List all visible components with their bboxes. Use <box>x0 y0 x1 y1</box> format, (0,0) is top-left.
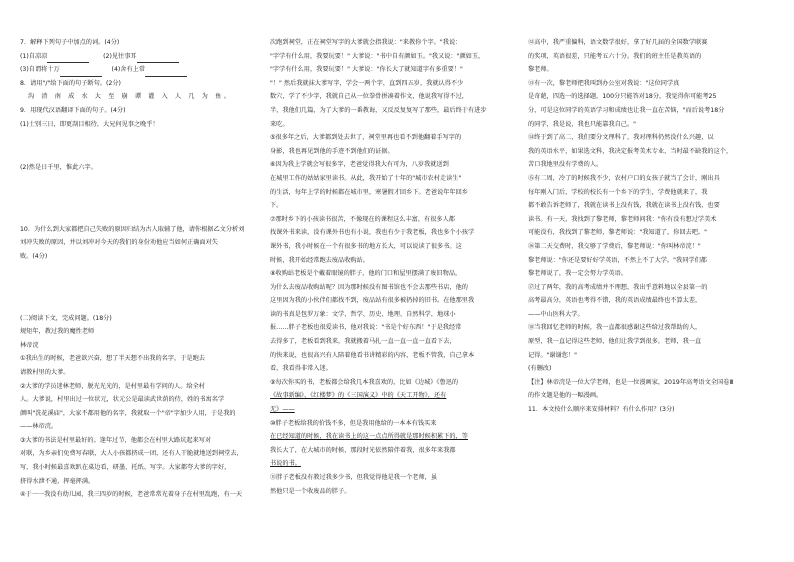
paragraph-7: ⑦那时乡下的小孩读书很苦，不像现在的课程这么丰富，有很多人都 <box>270 215 455 223</box>
q7-row-2 <box>20 63 258 77</box>
text-line: 次跑到祠堂，正在祠堂写字的大爹就会指我说："来教你个字。"我说： <box>270 39 462 46</box>
q7-title: 7．解释下列句子中加点的词。(4分) <box>20 39 120 46</box>
paragraph-13-end: 的同学，我是说，我也只能靠我自己。" <box>528 120 637 128</box>
answer-space-q11[interactable] <box>528 417 776 465</box>
text-line: 半，我他们几篇，为了大爹的一番教诲，又反反复复写了那些，最后终于有进步 <box>270 106 487 114</box>
author-note: 【注】林帝浣是一位大学老师，也是一位漫画家，2019年高考语文全国卷Ⅲ <box>528 378 734 386</box>
paragraph-10-end: 书说的书。 <box>270 460 301 468</box>
q8-title: 8．请用"/"给下面的句子断句。(2分) <box>20 79 121 87</box>
paragraph-14: ⑭终于到了高二，我们要分文理科了，我对理科仍然没什么兴趣，以 <box>528 134 714 142</box>
answer-space-q9-2[interactable] <box>20 175 258 223</box>
paragraph-3-cont: 对联，为乡亲们免费写春联，大人小孩都挤成一团，还有人干脆就地送到祠堂去， <box>20 450 243 458</box>
source-note: (有删改) <box>528 365 552 373</box>
paragraph-3-cont: 写，我小时候最喜欢趴在桌边看，研墨、托纸、写字。大家都夸大爹的字好， <box>20 464 231 472</box>
paragraph-7-cont: 找课外书来读，没有课外书也有小说，我也有少于我老板，我也多个小孩学 <box>270 229 475 237</box>
paragraph-6: ⑥因为我上学就会写很多字，老爸觉得我大有可为，八岁我就送到 <box>270 161 449 169</box>
answer-space-q9-1[interactable] <box>20 131 258 161</box>
q7-row-1 <box>20 50 258 64</box>
paragraph-8-cont: 报……胖子老板也很爱读书，他对我说："书是个好东西！"于是我经常 <box>270 324 462 332</box>
text-line: "！" 然后我就抹大爹写字，学会一两个字，直到四五岁，我就认得不少 <box>270 79 464 87</box>
paragraph-10-underlined: 在已经知道的时候，我在读书上的这一点点所得就是那时候积累下的，等 <box>270 433 468 441</box>
column-1 <box>20 36 258 502</box>
paragraph-1-cont: 请教村里的大爹。 <box>20 368 70 376</box>
paragraph-3: ③大爹的书法是村里最好的。逢年过节，他都会在村里大路坑起来写对 <box>20 436 212 444</box>
section-2-heading: (二)阅读下文，完成问题。(18分) <box>20 314 112 322</box>
paragraph-13-cont: 分，可是这位同学的英语学习和成绩也让我一直在苦恼，"而后说考18分 <box>528 106 725 114</box>
text-line: 数穴，学了不少字，我就自己从一位拳骨拼凑着作文，他说我写得不过， <box>270 93 468 101</box>
text-line: 来吃。 <box>270 120 289 128</box>
paragraph-8-cont: 去得多了，老板看到我来，我就搬着马扎一直一直一直一直看下去， <box>270 338 456 346</box>
column-2 <box>270 36 516 498</box>
paragraph-3-end: 挤得水泄不通，挥毫挥满。 <box>20 477 95 485</box>
paragraph-15: ⑮有二周，冷了的时候我不少，农村户口的女孩子就当了会计，刚出具 <box>528 174 720 182</box>
paragraph-7-cont: 课外书，我小时候在一个有很多书的地方长大，可以说读了很多书。这 <box>270 242 462 250</box>
article-title: 规矩年，教过我的魔性老师 <box>20 328 95 336</box>
paragraph-8-cont: 的快来说，也很高兴有人陪着他看书讲精彩的内容，老板不管我，自己拿本 <box>270 351 475 359</box>
q10-line-1: 10．为什么到大家都把自己失败的原因归结为古人取辅了他，请你根据乙文分析刘 <box>20 225 245 233</box>
paragraph-8-cont: 为什么去废品收购站呢？因为那时候没有图书馆也不会去那些书店，他的 <box>270 283 468 291</box>
paragraph-8-cont: 读的书真是包罗万象：文学、哲学、历史、地理、自然科学，地球小 <box>270 310 456 318</box>
q11-title: 11．本文按什么顺序来安排材料？有什么作用？(3分) <box>528 406 675 414</box>
paragraph-2-end: ——林帝浣。 <box>20 423 58 431</box>
paragraph-13-cont: 是奇葩，四选一的选择题，100分只能答对18分，我觉得你可能考25 <box>528 93 717 101</box>
paragraph-9: ⑨每次你买的书，老板都会给我几本我喜欢的，比如《边城》《鲁迅的 <box>270 378 459 386</box>
paragraph-14-cont: 我的英语水平，如果选文科，我决定报考美术专业，当时最不缺我的这个， <box>528 147 733 155</box>
paragraph-15-cont: 读书。有一天，我找到了黎老师，黎老师问我："你有没有想过学美术 <box>528 215 717 223</box>
column-3 <box>528 36 776 465</box>
text-line: "字学有什么用，我要玩要！" 大爹说："你长大了就知道字有多重要！" <box>270 66 463 74</box>
text-line: "字学有什么用，我要玩要！" 大爹说："书中自有颜如玉。"我又说："颜如玉， <box>270 52 485 60</box>
paragraph-2-cont: 人。大爹说，村里出过一位状元，状元公是最读武世荫的侍，姓的书寓名学 <box>20 396 225 404</box>
paragraph-18-end: 记得。"谢谢您！" <box>528 351 578 359</box>
paragraph-15-cont: 每年刚入门后，学校的校长有一个乡下的学生，学费他就来了，我 <box>528 188 708 196</box>
paragraph-9-underlined: 《故事新编》、《红楼梦》的《三国演义》中的《天工开物》，还有 <box>270 392 447 400</box>
paragraph-10: ⑩胖子老板给我的价钱不多，但是我用他给的一本本有钱买来 <box>270 419 437 427</box>
q8-sentence: 沟 渣 南 成 水 大 至 崩 谭 灌 入 人 几 为 鱼。 <box>28 93 233 101</box>
q10-line-3: 败。(4分) <box>20 252 48 260</box>
paragraph-11-end: 然他只是一个收废品的胖子。 <box>270 487 351 495</box>
paragraph-10-cont: 我长大了，在大城市的时候，那段时光依然陪伴着我，很多年来我都 <box>270 446 456 454</box>
paragraph-6-end: 下。 <box>270 202 283 210</box>
paragraph-18-cont: 原型，我一直记得这些老师，他们让我学到很多，老师，我一直 <box>528 338 702 346</box>
paragraph-17-end: ——中山医科大学。 <box>528 310 584 318</box>
author-note-cont: 的作文题是他的一幅漫画。 <box>528 392 603 400</box>
q10-line-2: 刘冲失败的原因，并以刘冲对今天的我们的身份劝他应当如何正确面对失 <box>20 239 218 247</box>
paragraph-12-cont: 的奖项，英语很差，只能考五六十分。我们的班主任是教英语的 <box>528 52 702 60</box>
paragraph-9-end: 无》—— <box>270 406 295 414</box>
paragraph-6-cont: 在城里工作的姑姑家里读书。从此，我开始了十年的"城市农村走读生" <box>270 174 462 182</box>
paragraph-8-end: 看，我看得非常入迷。 <box>270 365 332 373</box>
paragraph-12-end: 黎老师。 <box>528 66 553 74</box>
q7-item-2: (2)见往事耳 <box>103 52 137 60</box>
paragraph-15-cont: 都不敢告诉老师了，我就在读书上没有钱，我就在读书上没有钱，也要 <box>528 202 720 210</box>
q7-blank-4[interactable] <box>145 76 187 77</box>
paragraph-13: ⑬有一次，黎老师把我叫到办公室对我说："这位同学真 <box>528 79 680 87</box>
paragraph-16-cont: 黎老师说："你还是要好好学英语，不然上不了大学。"我同学们都 <box>528 256 707 264</box>
paragraph-16: ⑯第二天交费时，我交够了学费后，黎老师说："你叫林帝浣！" <box>528 242 701 250</box>
paragraph-16-end: 黎老师说了，我一定会努力学英语。 <box>528 270 627 278</box>
q7-item-4: (4)舍有上常 <box>111 66 146 74</box>
paragraph-2-cont: 颜叫"洗花溪庙"，大家不都用他的名字，我就取一个"帝"字加少人用，于是我的 <box>20 409 236 417</box>
answer-space-q10[interactable] <box>20 264 258 312</box>
paragraph-11: ⑪胖子老板没有教过我多少书，但我觉得他是我一个老师，虽 <box>270 474 438 481</box>
paragraph-2: ②大爹的学员迷林老师，脱光光光的，是村里最有学问的人。给全村 <box>20 382 205 390</box>
paragraph-7-end: 时候，我开始经常跑去废品收购站。 <box>270 256 369 264</box>
q7-item-3: (3)自谓将十万 <box>20 66 60 74</box>
paragraph-15-end: 可能没有，我找到了黎老师，黎老师说："我知道了，你回去吧。" <box>528 229 707 237</box>
paragraph-5-cont: 身影，我也再见到他的手迹不到他们的证据。 <box>270 147 394 155</box>
paragraph-18: ⑱当我回忆老师的时候，我一直都很感谢这些给过我帮助的人， <box>528 324 702 332</box>
paragraph-17: ⑰过了两年，我的高考成绩并不理想，我出乎意料地以全县第一的 <box>528 283 708 291</box>
paragraph-8: ⑧收购站老板是个戴着眼镜的胖子，他的门口和屋里摆满了废旧物品， <box>270 270 462 278</box>
paragraph-17-cont: 高考最高分，英语也考得不错，我的英语成绩最终也不算太差， <box>528 297 702 305</box>
q9-title: 9．用现代汉语翻译下面的句子。(4分) <box>20 106 126 114</box>
q9-sentence-1: (1)士别三日，即更刮目相待，大兄何见事之晚乎！ <box>20 120 159 128</box>
paragraph-14-end: 苦口我地里没有学费的人。 <box>528 161 603 169</box>
article-author: 林帝浣 <box>20 341 39 349</box>
paragraph-8-cont: 这里因为我的小伙伴们都找不到，废品站有很多被扔掉的旧书。在他那里我 <box>270 297 475 305</box>
paragraph-5: ⑤很多年之后，大爹都到处去世了，祠堂里再也看不到他翻着手写字的 <box>270 134 462 142</box>
paragraph-1: ①我出生的时候，老爸欲兴奋，想了半天想不出我的名字，于是跑去 <box>20 355 205 363</box>
paragraph-4: ④于一一我没有幼儿园，我三四岁的时候，老爸常常光着身子在村里乱跑，有一天 <box>20 491 243 499</box>
q9-sentence-2: (2)然是日千里，惟此六字。 <box>20 164 97 172</box>
paragraph-12: ⑫高中，我严重偏科，语文数学很好，拿了好几届的全国数学联赛 <box>528 39 708 46</box>
q7-item-1: (1)自凉凉 <box>20 52 48 60</box>
paragraph-6-cont: 的生活，每年上学的时候都在城市里，寒暑假才回乡下。老爸说年年回乡 <box>270 188 468 196</box>
